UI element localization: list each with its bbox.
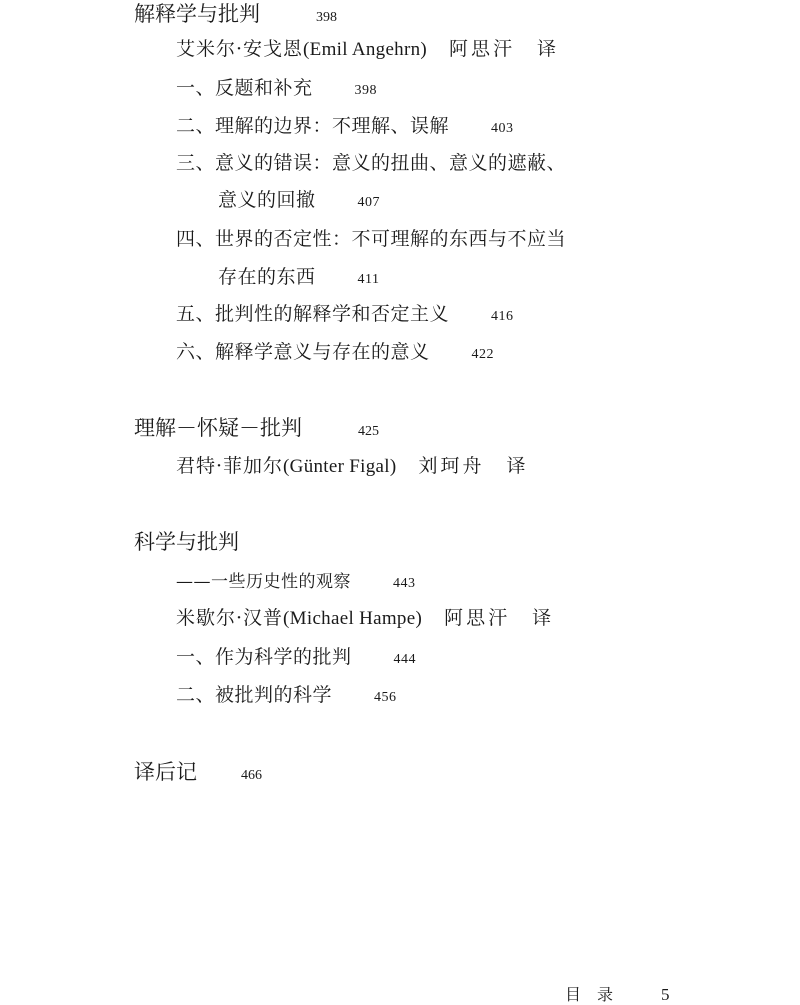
toc-entry-translators-afterword[interactable]	[134, 760, 262, 788]
toc-subentry[interactable]	[176, 683, 397, 710]
section-title: 理解－怀疑－批判	[134, 416, 302, 440]
page-number: 466	[241, 768, 262, 783]
toc-subentry[interactable]	[176, 302, 514, 329]
page-footer	[565, 982, 670, 1005]
author-name-cn: 君特·菲加尔	[176, 455, 284, 477]
page-number: 456	[374, 690, 397, 705]
toc-subentry-continued[interactable]	[218, 188, 380, 215]
author-line	[176, 37, 559, 62]
author-name-cn: 米歇尔·汉普	[176, 607, 284, 629]
subentry-label: 六、解释学意义与存在的意义	[176, 341, 430, 363]
folio-number: 5	[661, 985, 670, 1004]
page-number: 425	[358, 424, 379, 439]
toc-entry-hermeneutics-critique[interactable]	[134, 2, 337, 30]
section-title: 译后记	[134, 760, 197, 784]
toc-entry-science-critique[interactable]	[134, 530, 239, 554]
toc-subentry[interactable]	[176, 645, 416, 672]
subentry-label: 一、作为科学的批判	[176, 646, 352, 668]
page-number: 398	[354, 83, 378, 98]
translator: 阿思汗 译	[449, 38, 560, 60]
toc-entry-understanding-doubt-critique[interactable]	[134, 416, 379, 444]
subentry-label: 意义的回撤	[218, 189, 316, 211]
author-name-latin: (Günter Figal)	[283, 456, 397, 477]
toc-subentry[interactable]	[176, 340, 494, 367]
page-number: 411	[357, 272, 380, 287]
translator: 刘珂舟 译	[418, 455, 529, 477]
author-line	[176, 454, 529, 479]
author-line	[176, 606, 554, 631]
author-name-latin: (Michael Hampe)	[283, 608, 423, 629]
toc-subentry[interactable]	[176, 227, 566, 251]
page-number: 422	[471, 347, 495, 362]
subtitle-label: ——一些历史性的观察	[176, 572, 351, 592]
author-name-cn: 艾米尔·安戈恩	[176, 38, 304, 60]
subentry-label: 存在的东西	[218, 266, 316, 288]
toc-subentry[interactable]	[176, 114, 514, 141]
subentry-label: 二、被批判的科学	[176, 684, 333, 706]
running-footer-label: 目 录	[565, 985, 614, 1004]
page-number: 407	[357, 195, 381, 210]
subentry-label: 五、批判性的解释学和否定主义	[176, 303, 450, 325]
subentry-label: 二、理解的边界：不理解、误解	[176, 115, 450, 137]
translator: 阿思汗 译	[444, 607, 555, 629]
toc-subentry[interactable]	[176, 76, 377, 103]
page-number: 416	[491, 309, 514, 324]
subentry-label: 三、意义的错误：意义的扭曲、意义的遮蔽、	[176, 152, 567, 174]
section-title: 科学与批判	[134, 530, 239, 554]
toc-subentry[interactable]	[176, 151, 566, 175]
page-number: 398	[316, 10, 337, 25]
author-name-latin: (Emil Angehrn)	[303, 39, 428, 60]
subentry-label: 一、反题和补充	[176, 77, 313, 99]
page-number: 443	[393, 576, 416, 591]
page-number: 403	[491, 121, 514, 136]
toc-subentry-continued[interactable]	[218, 265, 380, 292]
section-title: 解释学与批判	[134, 2, 260, 26]
subentry-label: 四、世界的否定性：不可理解的东西与不应当	[176, 228, 567, 250]
page-number: 444	[393, 652, 417, 667]
toc-subtitle[interactable]	[176, 570, 416, 596]
